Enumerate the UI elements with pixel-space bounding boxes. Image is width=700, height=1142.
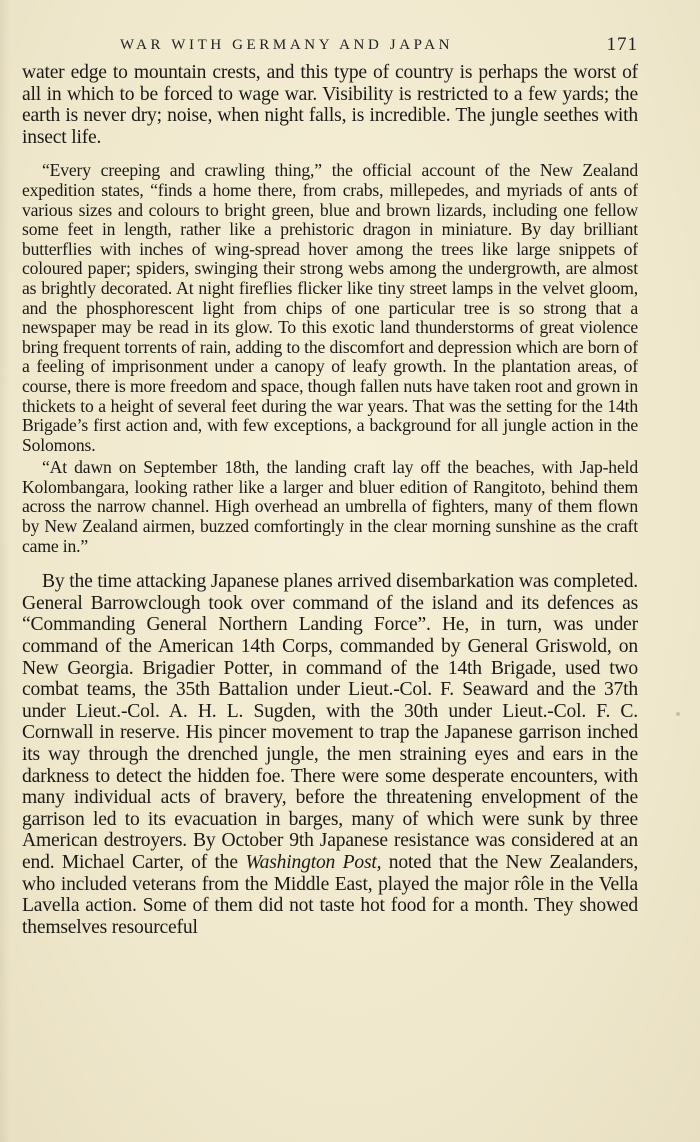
running-head — [22, 34, 638, 60]
paragraph-1: water edge to mountain crests, and this type of country is perhaps the worst of all in which to be forced to wage war. Visibility is restricted to a few yards; the earth is never dry; noise, when night falls, is incredible. The jungle seethes with insect life. — [22, 62, 638, 148]
paragraph-3-quote: “At dawn on September 18th, the landing craft lay off the beaches, with Jap-held Kolombangara, looking rather like a larger and bluer edition of Rangitoto, behind them across the narrow channel. High overhead an umbrella of fighters, many of them flown by New Zealand airmen, buzzed comfortingly in the clear morning sunshine as the craft came in.” — [22, 457, 638, 556]
running-title: WAR WITH GERMANY AND JAPAN — [120, 37, 454, 53]
paragraph-2-quote: “Every creeping and crawling thing,” the official account of the New Zealand expedition states, “finds a home there, from crabs, millepedes, and myriads of ants of various sizes and colours to bright green, blue and brown lizards, including one fellow some feet in length, rather like a prehistoric dragon in miniature. By day brilliant butterflies with inches of wing-spread hover among the trees like large snippets of coloured paper; spiders, swinging their strong webs among the undergrowth, are almost as brightly decorated. At night fireflies flicker like tiny street lamps in the velvet gloom, and the phosphorescent light from chips of one particular tree is so strong that a newspaper may be read in its glow. To this exotic land thunderstorms of great violence bring frequent torrents of rain, adding to the discomfort and depression which are born of a feeling of imprisonment under a canopy of leafy growth. In the plantation areas, of course, there is more freedom and space, though fallen nuts have taken root and grown in thickets to a height of several feet during the war years. That was the setting for the 14th Brigade’s first action and, with few exceptions, a background for all jungle action in the Solomons. — [22, 160, 638, 455]
body-text — [22, 62, 638, 938]
book-page — [22, 34, 638, 1134]
paragraph-4 — [22, 571, 638, 938]
paragraph-4-text: By the time attacking Japanese planes arrived disembarkation was completed. General Barrowclough took over command of the island and its defences as “Commanding General Northern Landing Force”. He, in turn, was under command of the American 14th Corps, commanded by General Griswold, on New Georgia. Brigadier Potter, in command of the 14th Brigade, used two combat teams, the 35th Battalion under Lieut.-Col. F. Seaward and the 37th under Lieut.-Col. A. H. L. Sugden, with the 30th under Lieut.-Col. F. C. Cornwall in reserve. His pincer movement to trap the Japanese garrison inched its way through the drenched jungle, the men straining eyes and ears in the darkness to detect the hidden foe. There were some desperate encounters, with many individual acts of bravery, before the threatening envelopment of the garrison led to its evacuation in barges, many of which were sunk by three American destroyers. By October 9th Japanese resistance was considered at an end. Michael Carter, of the — [22, 571, 638, 873]
paper-speck — [676, 712, 680, 716]
newspaper-title: Washington Post, — [245, 851, 382, 873]
paragraph-4-continuation: noted that the New Zealanders, who included veterans from the Middle East, played the major rôle in the Vella Lavella action. Some of them did not taste hot food for a month. They showed themselves resourceful — [22, 851, 638, 938]
page-number: 171 — [606, 34, 638, 55]
page-edge-shadow — [0, 0, 10, 1142]
